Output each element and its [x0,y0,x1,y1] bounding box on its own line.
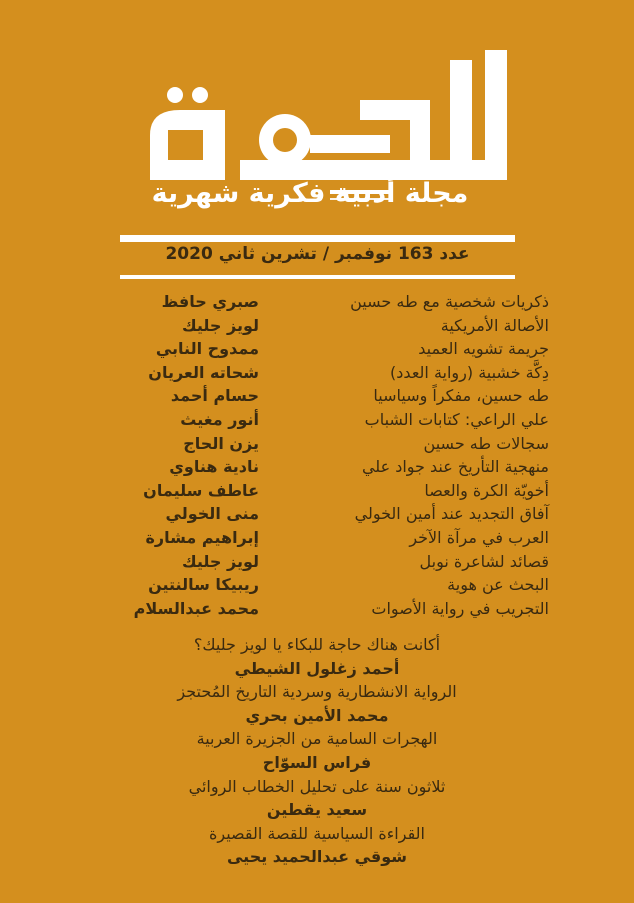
article-title: سجالات طه حسين [423,433,549,453]
article-author: إبراهيم مشارة [145,527,259,547]
article-title: الأصالة الأمريكية [440,315,549,335]
article-author: ريبيكا سالنتين [148,575,259,595]
bottom-divider [120,275,515,279]
featured-author: محمد الأمين بحري [245,705,389,725]
article-author: نادية هناوي [169,457,259,477]
issue-line: عدد 163 نوفمبر / تشرين ثاني 2020 [165,244,470,264]
article-title: التجريب في رواية الأصوات [371,598,549,618]
toc-row [0,363,634,387]
article-author: منى الخولي [165,504,259,524]
article-title: علي الراعي: كتابات الشباب [364,409,549,429]
article-title: قصائد لشاعرة نوبل [419,551,549,571]
article-author: ممدوح النابي [155,339,259,359]
article-author: لويز جليك [181,551,259,571]
article-title: العرب في مرآة الآخر [409,527,549,547]
toc-row [0,599,634,623]
featured-author: فراس السوّاح [262,752,372,772]
article-author: شحاته العريان [148,362,259,382]
toc-row [0,528,634,552]
featured-title: القراءة السياسية للقصة القصيرة [208,823,425,843]
featured-author: شوقي عبدالحميد يحيى [226,847,408,867]
toc-row [0,386,634,410]
toc-row [0,504,634,528]
top-divider [120,235,515,242]
featured-title: أكانت هناك حاجة للبكاء يا لويز جليك؟ [193,635,441,654]
featured-title: الرواية الانشطارية وسردية التاريخ المُحتجز [177,682,457,702]
featured-author: أحمد زغلول الشيطي [234,658,400,678]
article-title: دِكَّة خشبية (رواية العدد) [390,362,549,382]
article-author: صبري حافظ [161,292,259,311]
toc-row [0,481,634,505]
article-author: لويز جليك [181,315,259,335]
article-author: يزن الحاج [183,433,259,453]
toc-row [0,339,634,363]
article-author: أنور مغيث [180,409,259,429]
article-title: ذكريات شخصية مع طه حسين [350,292,549,311]
article-title: طه حسين، مفكراً وسياسيا [373,386,549,406]
toc-row [0,457,634,481]
magazine-subtitle: مجلة أدبية فكرية شهرية [151,178,469,209]
article-author: حسام أحمد [170,386,259,406]
toc-row [0,316,634,340]
article-author: عاطف سليمان [143,480,259,500]
toc-row [0,434,634,458]
article-author: محمد عبدالسلام [133,598,259,618]
magazine-logo [130,40,530,200]
article-title: أخويّة الكرة والعصا [424,480,549,500]
toc-row [0,575,634,599]
article-title: آفاق التجديد عند أمين الخولي [354,504,549,524]
article-title: البحث عن هوية [447,575,549,595]
featured-title: الهجرات السامية من الجزيرة العربية [196,729,438,749]
toc-row [0,552,634,576]
toc-row [0,292,634,316]
featured-author: سعيد يقطين [266,800,368,820]
article-title: جريمة تشويه العميد [418,339,549,359]
toc-row [0,410,634,434]
featured-contents [0,635,634,871]
table-of-contents [0,292,634,622]
article-title: منهجية التأريخ عند جواد علي [361,457,549,477]
featured-title: ثلاثون سنة على تحليل الخطاب الروائي [188,776,446,796]
